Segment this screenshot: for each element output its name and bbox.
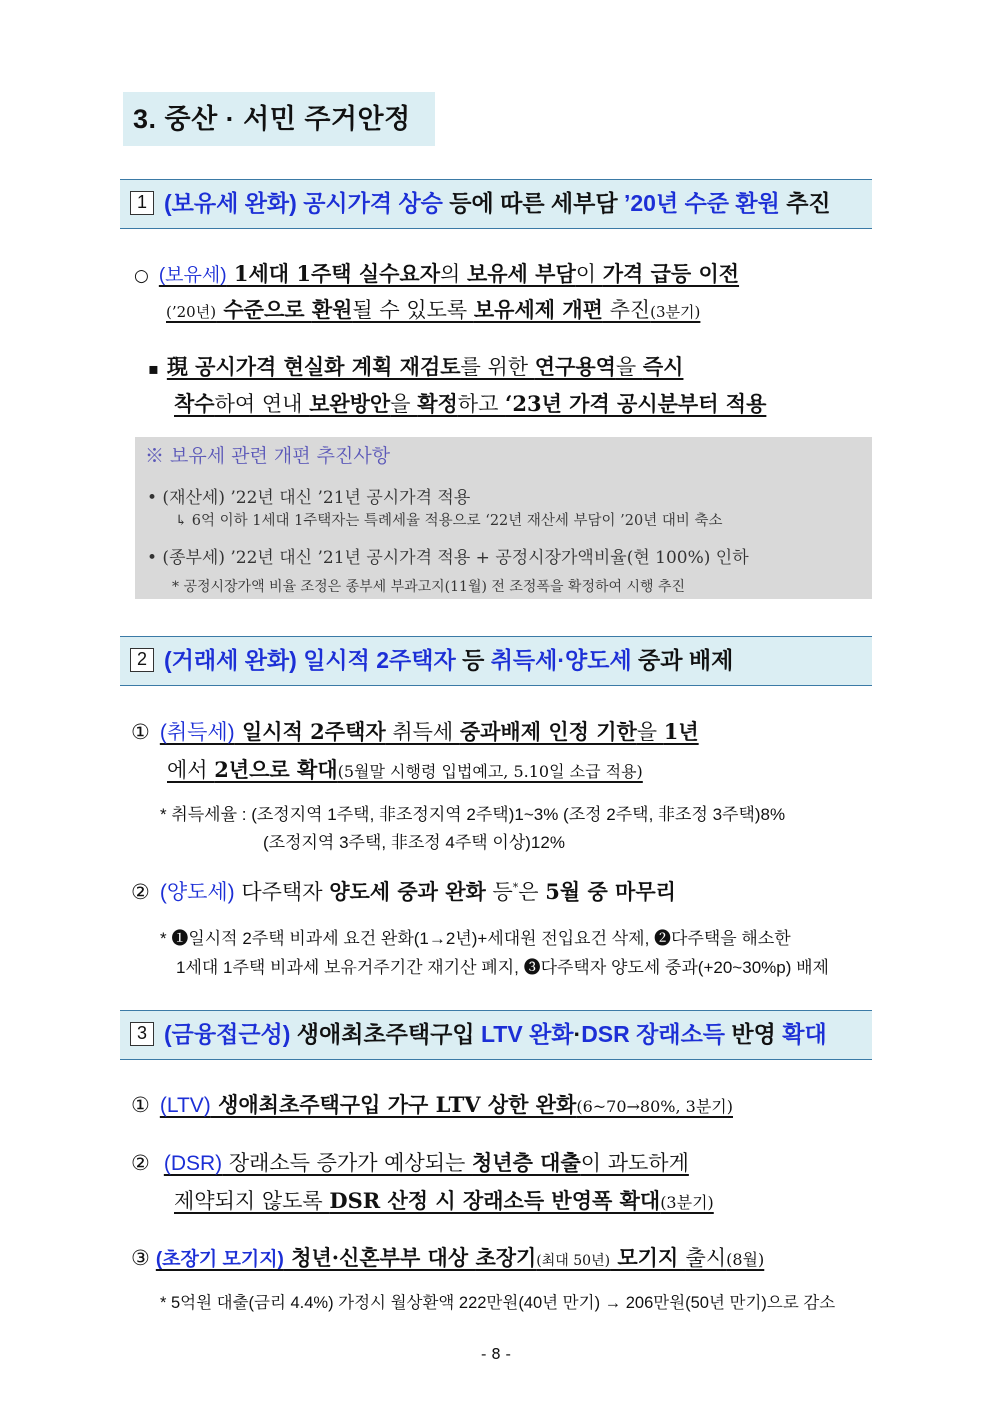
sub-bullet-line: [148, 351, 683, 381]
footnote-line: * 취득세율 : (조정지역 1주택, 非조정지역 2주택)1~3% (조정 2주택, 非조정 3주택)8%: [160, 805, 786, 824]
circled-number-3: ③: [131, 1246, 150, 1270]
heading-text: 취득세·양도세: [490, 647, 632, 673]
reference-subitem: ↳ 6억 이하 1세대 1주택자는 특례세율 적용으로 ‘22년 재산세 부담이 ’20년 대비 축소: [175, 513, 723, 529]
text-run: (양도세): [159, 881, 235, 904]
numbered-item-line: [131, 1147, 689, 1177]
circled-number-2: ②: [131, 880, 150, 904]
text-run: 에서 2년으로 확대(5월말 시행령 입법예고, 5.10일 소급 적용): [167, 757, 643, 782]
heading-text: 생애최초주택구입: [290, 1021, 481, 1047]
heading-text: (거래세 완화): [164, 647, 297, 673]
footnote-line: 1세대 1주택 비과세 보유거주기간 재기산 폐지, ❸다주택자 양도세 중과(+20~30%p) 배제: [176, 958, 829, 977]
reference-box-title: ※ 보유세 관련 개편 추진사항: [145, 445, 391, 467]
text-run: 現 공시가격 현실화 계획 재검토를 위한 연구용역을 즉시: [166, 354, 684, 379]
text-run: 은: [518, 880, 546, 904]
text-run: (보유세) 1세대 1주택 실수요자의 보유세 부담이 가격 급등 이전: [158, 261, 740, 286]
text-run: 착수하여 연내 보완방안을 확정하고 ‘23년 가격 공시분부터 적용: [174, 391, 767, 416]
heading-text: ’20년 수준 환원: [623, 190, 780, 216]
heading-text: DSR 장래소득: [581, 1021, 726, 1047]
footnote-line: (조정지역 3주택, 非조정 4주택 이상)12%: [263, 833, 565, 852]
page-number: - 8 -: [481, 1345, 511, 1363]
text-run: (’20년) 수준으로 환원될 수 있도록 보유세제 개편 추진(3분기): [166, 297, 701, 322]
text-run: 5월 중 마무리: [545, 879, 676, 904]
heading-bar-3: [120, 1010, 872, 1060]
text-run: (초장기 모기지) 청년·신혼부부 대상 초장기(최대 50년) 모기지 출시(8월): [155, 1245, 765, 1270]
bullet-paragraph-line: [134, 258, 739, 288]
square-bullet-icon: ▪: [148, 359, 159, 378]
heading-number-box: 3: [130, 1022, 154, 1046]
section-title: 3. 중산 · 서민 주거안정: [123, 92, 435, 146]
heading-bar-2: [120, 636, 872, 686]
circled-number-2: ②: [131, 1151, 150, 1175]
numbered-item-line: [131, 716, 699, 746]
text-run: 등: [485, 880, 513, 904]
text-run: (LTV) 생애최초주택구입 가구 LTV 상한 완화(6~70→80%, 3분기): [159, 1092, 733, 1117]
footnote-line: * 5억원 대출(금리 4.4%) 가정시 월상환액 222만원(40년 만기) → 206만원(50년 만기)으로 감소: [160, 1294, 836, 1312]
numbered-item-line: [131, 1242, 764, 1272]
footnote-line: * ❶일시적 2주택 비과세 요건 완화(1→2년)+세대원 전입요건 삭제, ❷다주택을 해소한: [160, 929, 791, 948]
numbered-item-line: [167, 754, 643, 784]
heading-text: 반영: [725, 1021, 783, 1047]
circled-number-1: ①: [131, 1093, 150, 1117]
reference-note: * 공정시장가액 비율 조정은 종부세 부과고지(11월) 전 조정폭을 확정하여 시행 추진: [172, 579, 686, 595]
heading-text: 일시적 2주택자: [296, 647, 456, 673]
text-run: (DSR) 장래소득 증가가 예상되는 청년층 대출이 과도하게: [163, 1150, 689, 1175]
text-run: 다주택자: [234, 880, 330, 904]
heading-number-box: 1: [130, 191, 154, 215]
heading-text: 등: [455, 647, 491, 673]
heading-text: 중과 배제: [631, 647, 734, 673]
text-run: 제약되지 않도록 DSR 산정 시 장래소득 반영폭 확대(3분기): [174, 1188, 714, 1213]
text-run: (취득세) 일시적 2주택자 취득세 중과배제 인정 기한을 1년: [159, 719, 699, 744]
bullet-paragraph-line: [166, 294, 700, 324]
heading-text: ·: [573, 1021, 582, 1047]
footnote-marker: *: [512, 881, 519, 894]
reference-item: • (종부세) ’22년 대신 ’21년 공시가격 적용 + 공정시장가액비율(현 100%) 인하: [147, 548, 749, 568]
heading-text: 확대: [782, 1021, 827, 1047]
sub-bullet-line: [174, 388, 766, 418]
reference-item: • (재산세) ’22년 대신 ’21년 공시가격 적용: [147, 488, 471, 508]
circle-bullet-icon: ○: [134, 266, 149, 286]
heading-text: LTV 완화: [480, 1021, 574, 1047]
numbered-item-line: [174, 1185, 714, 1215]
heading-text: (금융접근성): [164, 1021, 291, 1047]
heading-number-box: 2: [130, 648, 154, 672]
circled-number-1: ①: [131, 720, 150, 744]
text-run: 양도세 중과 완화: [329, 879, 486, 904]
numbered-item-line: [131, 1089, 733, 1119]
heading-text: (보유세 완화) 공시가격 상승: [164, 190, 443, 216]
heading-bar-1: [120, 179, 872, 229]
numbered-item-line: [131, 876, 676, 906]
heading-text: 추진: [779, 190, 831, 216]
heading-text: 등에 따른 세부담: [442, 190, 624, 216]
